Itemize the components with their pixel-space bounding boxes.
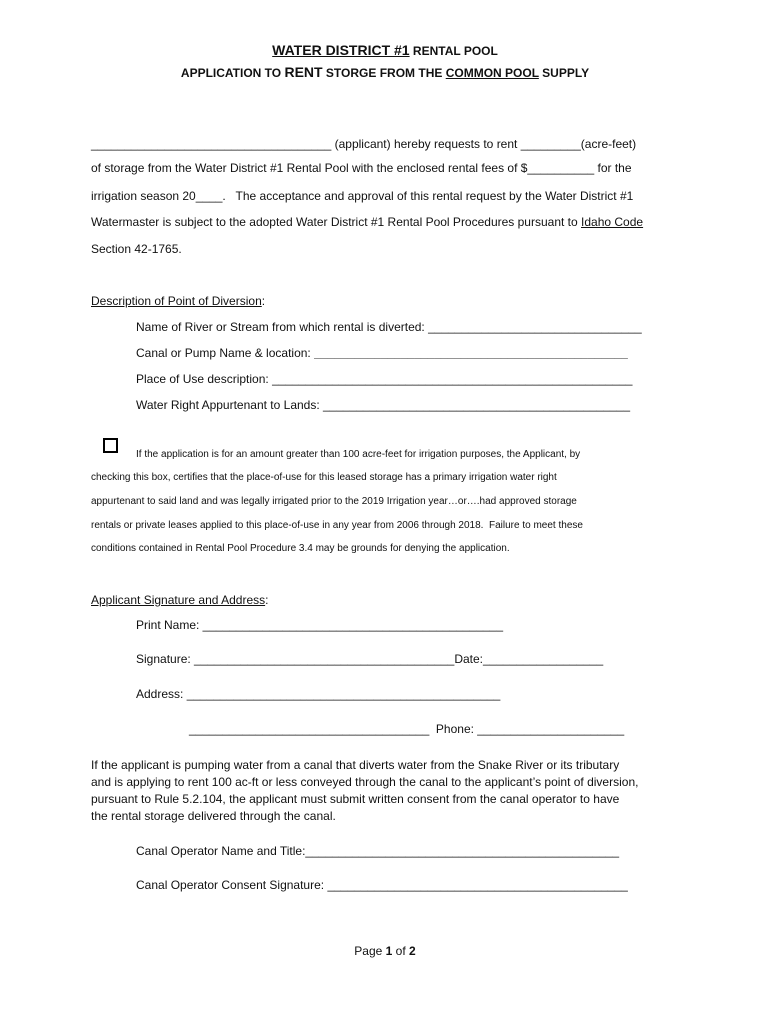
applicant-name-field[interactable]: ____________________________________ [91,137,332,151]
certification-line-2: checking this box, certifies that the place-of-use for this leased storage has a primary irrigation water right [91,472,557,483]
certification-line-1: If the application is for an amount greater than 100 acre-feet for irrigation purposes, the Applicant, by [136,449,581,460]
heading-colon: : [261,294,266,308]
subtitle-common-pool: COMMON POOL [445,66,539,80]
intro-line-5: Section 42-1765. [91,242,182,256]
address-phone-field[interactable]: ____________________________________ Phone: ______________________ [189,722,625,736]
subtitle-part: APPLICATION TO [180,66,285,80]
form-title [0,42,770,58]
heading-colon: : [265,593,269,607]
section-heading: Description of Point of Diversion [91,294,262,308]
operator-signature-field[interactable]: Canal Operator Consent Signature: _____________________________________________ [136,878,628,892]
signature-date-field[interactable]: Signature: _______________________________________Date:__________________ [136,652,604,666]
title-main: WATER DISTRICT #1 [272,42,410,58]
intro-line-2[interactable]: of storage from the Water District #1 Rental Pool with the enclosed rental fees of $__________ for the [91,161,632,175]
subtitle-part: SUPPLY [538,66,590,80]
signature-heading [91,593,268,607]
intro-text: (acre-feet) [580,137,637,151]
subtitle-part: STORGE FROM THE [322,66,446,80]
certification-line-3: appurtenant to said land and was legally irrigated prior to the 2019 Irrigation year…or….had approved storage [91,496,577,507]
operator-name-field[interactable]: Canal Operator Name and Title:_______________________________________________ [136,844,620,858]
page-number [0,944,770,958]
canal-note-line-2: and is applying to rent 100 ac-ft or less conveyed through the canal to the applicant’s point of diversion, [91,775,639,789]
intro-text: Watermaster is subject to the adopted Water District #1 Rental Pool Procedures pursuant to [91,215,582,229]
subtitle-rent: RENT [284,64,323,80]
certification-line-5: conditions contained in Rental Pool Procedure 3.4 may be grounds for denying the application. [91,543,510,554]
water-right-field[interactable]: Water Right Appurtenant to Lands: ______________________________________________ [136,398,630,412]
page-total: 2 [409,944,416,958]
intro-line-3[interactable]: irrigation season 20____. The acceptance and approval of this rental request by the Water District #1 [91,189,634,203]
intro-line-4 [91,215,643,229]
form-subtitle [0,64,770,80]
idaho-code-link: Idaho Code [581,215,644,229]
canal-blank[interactable]: _______________________________________________ [314,346,628,360]
certification-line-4: rentals or private leases applied to this place-of-use in any year from 2006 through 2018. Failure to meet these [91,520,583,531]
acre-feet-field[interactable]: _________ [520,137,581,151]
intro-line-1 [91,137,636,151]
canal-note-line-4: the rental storage delivered through the canal. [91,809,336,823]
canal-field[interactable] [136,346,628,360]
address-field[interactable]: Address: _______________________________________________ [136,687,501,701]
diversion-heading [91,294,265,308]
canal-note-line-3: pursuant to Rule 5.2.104, the applicant must submit written consent from the canal operator to have [91,792,620,806]
page-of: of [392,944,410,958]
river-field[interactable]: Name of River or Stream from which rental is diverted: ________________________________ [136,320,642,334]
place-of-use-field[interactable]: Place of Use description: ______________________________________________________ [136,372,633,386]
page-current: 1 [385,944,393,958]
title-rest: RENTAL POOL [409,44,498,58]
page-label: Page [354,944,386,958]
print-name-field[interactable]: Print Name: _____________________________________________ [136,618,504,632]
intro-text: (applicant) hereby requests to rent [331,137,521,151]
canal-note-line-1: If the applicant is pumping water from a canal that diverts water from the Snake River or its tributary [91,758,620,772]
certification-checkbox[interactable] [103,438,118,453]
section-heading: Applicant Signature and Address [91,593,266,607]
field-label: Canal or Pump Name & location: [136,346,315,360]
